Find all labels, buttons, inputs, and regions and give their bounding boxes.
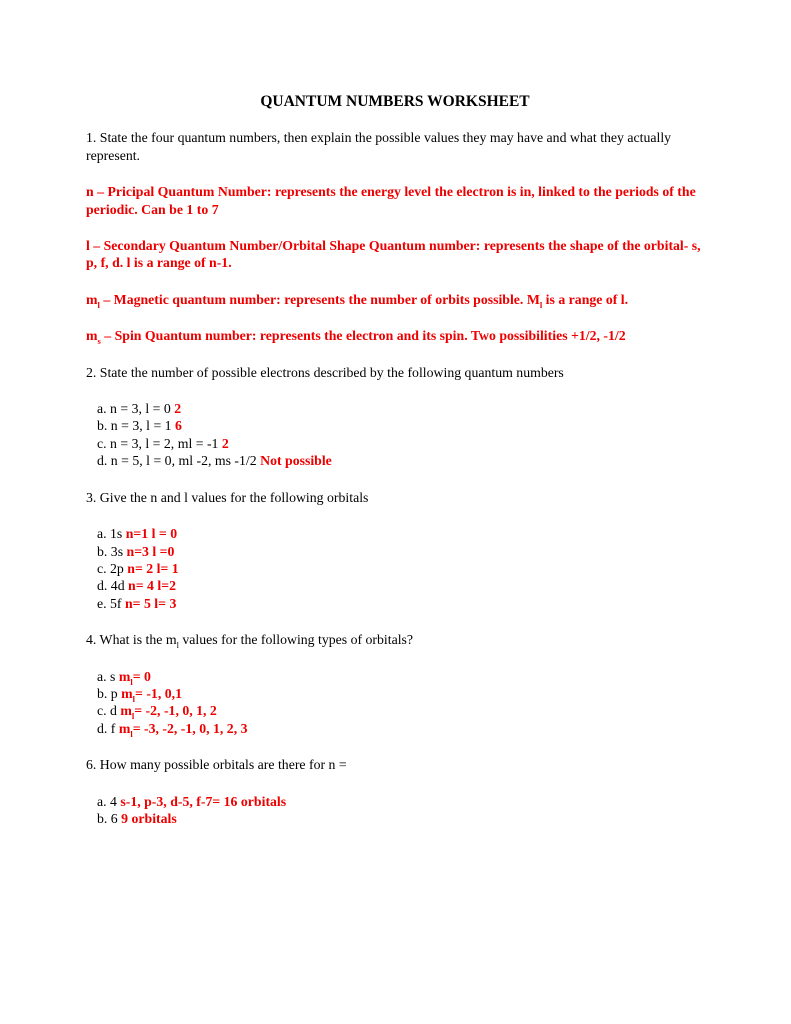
answer-prompt: e. 5f <box>97 595 125 611</box>
answer-row <box>97 793 704 810</box>
definition-spin-quantum-number: $m_s$ – Spin Quantum number: represents the electron and its spin. Two possibilities +1/2, -1/2 <box>86 328 626 346</box>
answer-prompt: c. n = 3, l = 2, ml = -1 <box>97 435 222 451</box>
answer-row <box>97 560 704 577</box>
definition-secondary-quantum-number: l – Secondary Quantum Number/Orbital Shape Quantum number: represents the shape of the orbital- s, p, f, d. l is a range of n-1. <box>86 238 701 271</box>
answer-row <box>97 525 704 542</box>
answer-row <box>97 810 704 827</box>
answer-row <box>97 435 704 452</box>
answer-row <box>97 417 704 434</box>
answer-prompt: b. 3s <box>97 543 127 559</box>
answer-row <box>97 595 704 612</box>
answer-value: $m_l= 0$ <box>118 668 151 687</box>
answer-row <box>97 400 704 417</box>
answer-prompt: a. n = 3, l = 0 <box>97 401 175 417</box>
page-title: QUANTUM NUMBERS WORKSHEET <box>260 93 530 110</box>
answer-row <box>97 668 704 685</box>
answer-prompt: b. p <box>97 685 122 701</box>
answer-prompt: a. s <box>97 668 119 684</box>
answer-prompt: d. n = 5, l = 0, ml -2, ms -1/2 <box>97 453 261 469</box>
question-4-answer-list <box>86 668 704 738</box>
question-2: 2. State the number of possible electrons described by the following quantum numbers <box>86 364 564 380</box>
answer-prompt: d. 4d <box>97 578 129 594</box>
answer-value: n=1 l = 0 <box>125 526 178 542</box>
answer-row <box>97 543 704 560</box>
answer-prompt: c. 2p <box>97 560 128 576</box>
answer-row <box>97 452 704 469</box>
answer-value: $m_l= -2$, -1, 0, 1, 2 <box>120 703 217 722</box>
answer-value: $m_l= -1$, 0,1 <box>121 685 182 704</box>
answer-prompt: b. n = 3, l = 1 <box>97 418 176 434</box>
answer-value: n= 5 l= 3 <box>124 595 177 611</box>
answer-row <box>97 702 704 722</box>
answer-row <box>97 577 704 594</box>
answer-value: n= 4 l=2 <box>128 578 176 594</box>
answer-prompt: b. 6 <box>97 810 122 826</box>
answer-value: 6 <box>175 418 182 434</box>
question-3: 3. Give the n and l values for the following orbitals <box>86 489 369 505</box>
worksheet-content <box>86 93 704 827</box>
definition-principal-quantum-number: n – Pricipal Quantum Number: represents the energy level the electron is in, linked to the periods of the periodic. Can be 1 to 7 <box>86 184 696 217</box>
definition-magnetic-quantum-number: $m_l$ – Magnetic quantum number: represents the number of orbits possible. $M_l$ is a range of l. <box>86 291 629 310</box>
answer-prompt: d. f <box>97 720 119 736</box>
answer-prompt: c. d <box>97 703 121 719</box>
answer-row <box>97 720 704 737</box>
answer-row <box>97 685 704 702</box>
answer-value: 2 <box>221 435 229 451</box>
answer-value: Not possible <box>260 453 332 469</box>
question-4: 4. What is the $m_l$ values for the following types of orbitals? <box>86 632 414 650</box>
answer-value: s-1, p-3, d-5, f-7= 16 orbitals <box>120 793 287 809</box>
question-2-answer-list <box>86 400 704 470</box>
question-3-answer-list <box>86 525 704 612</box>
answer-value: 9 orbitals <box>121 810 177 826</box>
answer-value: n= 2 l= 1 <box>127 560 179 576</box>
answer-value: $m_l= -3$, -2, -1, 0, 1, 2, 3 <box>118 720 248 739</box>
answer-value: 2 <box>174 401 182 417</box>
question-1: 1. State the four quantum numbers, then explain the possible values they may have and what they actually represent. <box>86 130 672 163</box>
answer-prompt: a. 4 <box>97 793 121 809</box>
answer-value: n=3 l =0 <box>126 543 175 559</box>
question-6: 6. How many possible orbitals are there for n = <box>86 757 347 773</box>
question-6-answer-list <box>86 793 704 828</box>
answer-prompt: a. 1s <box>97 526 126 542</box>
